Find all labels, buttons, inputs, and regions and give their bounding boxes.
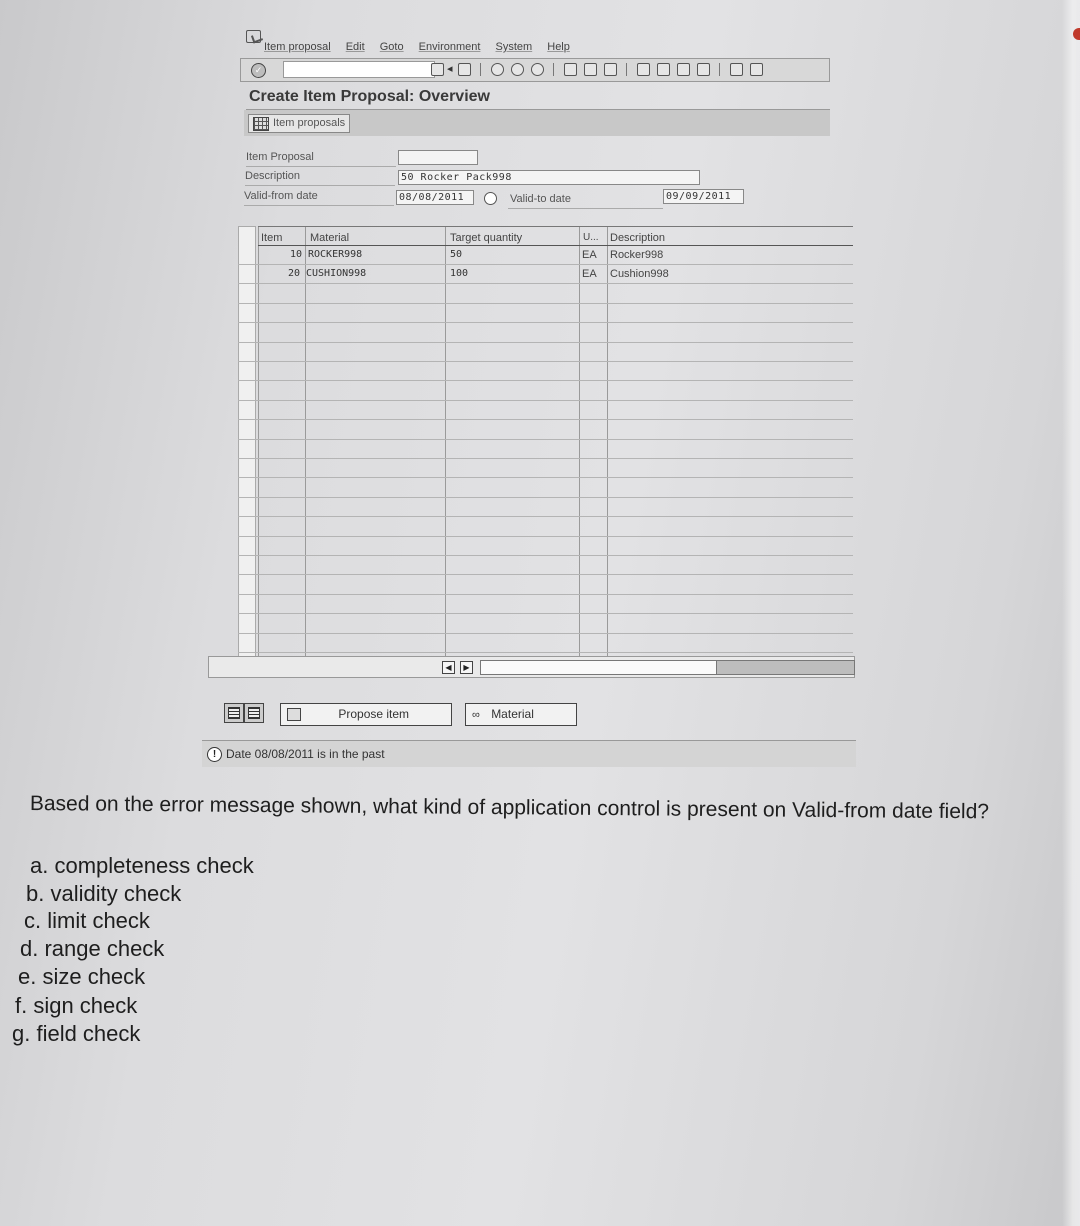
command-dropdown-icon[interactable]: [431, 63, 444, 76]
cell-item: 20: [288, 268, 301, 279]
menu-help[interactable]: Help: [547, 41, 570, 53]
option-f: f. sign check: [15, 993, 138, 1018]
red-marker: [1073, 28, 1080, 40]
option-a: a. completeness check: [30, 853, 254, 878]
cell-target-quantity: 100: [450, 268, 469, 279]
table-top-border: [258, 226, 853, 227]
cell-description: Cushion998: [610, 268, 669, 280]
status-bar: [202, 740, 856, 767]
copy-icon: [287, 708, 301, 721]
row-divider: [238, 361, 853, 362]
option-c: c. limit check: [24, 908, 150, 933]
menu-environment[interactable]: Environment: [418, 41, 481, 53]
prev-page-icon[interactable]: [657, 63, 670, 76]
items-table: [208, 226, 821, 656]
column-divider: [258, 226, 259, 656]
question-text: Based on the error message shown, what kind of application control is present on Valid-from date field?: [29, 791, 990, 824]
row-divider: [238, 283, 853, 284]
row-divider: [238, 322, 853, 323]
row-divider: [238, 477, 853, 478]
enter-icon[interactable]: ✓: [251, 63, 266, 78]
back-icon[interactable]: [491, 63, 504, 76]
row-divider: [238, 594, 853, 595]
divider: [245, 185, 395, 186]
select-all-icon[interactable]: [224, 703, 244, 723]
paper-edge: [1062, 0, 1080, 1226]
cell-material: ROCKER998: [308, 249, 363, 260]
valid-to-field[interactable]: 09/09/2011: [663, 189, 744, 204]
find-icon[interactable]: [584, 63, 597, 76]
menu-bar: [264, 41, 582, 53]
exit-icon[interactable]: [511, 63, 524, 76]
option-e: e. size check: [18, 964, 146, 989]
next-page-icon[interactable]: [677, 63, 690, 76]
deselect-all-icon[interactable]: [244, 703, 264, 723]
divider: [244, 205, 394, 206]
menu-item-proposal[interactable]: Item proposal: [264, 41, 331, 53]
column-divider: [445, 226, 446, 656]
item-proposals-button[interactable]: [248, 114, 350, 133]
window-menu-icon[interactable]: [246, 30, 261, 43]
row-divider: [238, 400, 853, 401]
option-b: b. validity check: [26, 881, 182, 906]
row-divider: [238, 574, 853, 575]
cancel-icon[interactable]: [531, 63, 544, 76]
sap-window: [212, 28, 860, 773]
row-divider: [238, 439, 853, 440]
column-header-target-quantity[interactable]: Target quantity: [450, 232, 523, 244]
column-divider: [607, 226, 608, 656]
propose-item-label: Propose item: [338, 707, 410, 721]
item-proposal-field[interactable]: [398, 150, 478, 165]
divider: [508, 208, 663, 209]
column-header-unit[interactable]: U...: [583, 232, 599, 243]
menu-goto[interactable]: Goto: [379, 41, 404, 53]
row-divider: [238, 516, 853, 517]
row-divider: [238, 419, 853, 420]
row-divider: [238, 303, 853, 304]
row-divider: [238, 555, 853, 556]
binoculars-icon: ∞: [472, 709, 480, 721]
option-d: d. range check: [20, 936, 165, 961]
valid-from-field[interactable]: 08/08/2011: [396, 190, 474, 205]
status-message[interactable]: Date 08/08/2011 is in the past: [226, 747, 385, 761]
calendar-icon[interactable]: [484, 192, 497, 205]
row-divider: [238, 652, 853, 653]
column-divider: [305, 226, 306, 656]
row-divider: [238, 342, 853, 343]
cell-unit: EA: [582, 268, 597, 280]
row-divider: [238, 497, 853, 498]
table-footer: [208, 656, 855, 678]
row-divider: [238, 633, 853, 634]
first-page-icon[interactable]: [637, 63, 650, 76]
cell-unit: EA: [582, 249, 597, 261]
new-session-icon[interactable]: [730, 63, 743, 76]
cell-material: CUSHION998: [306, 268, 367, 279]
column-header-material[interactable]: Material: [310, 232, 350, 244]
column-header-item[interactable]: Item: [261, 232, 283, 244]
row-divider: [238, 380, 853, 381]
item-proposal-label: Item Proposal: [246, 151, 314, 163]
valid-to-label: Valid-to date: [510, 193, 571, 205]
scrollbar-thumb[interactable]: [481, 661, 717, 674]
standard-toolbar: [240, 58, 830, 82]
find-next-icon[interactable]: [604, 63, 617, 76]
item-proposals-label: Item proposals: [273, 117, 346, 129]
warning-icon: !: [207, 747, 222, 762]
menu-edit[interactable]: Edit: [345, 41, 365, 53]
command-field[interactable]: [283, 61, 435, 78]
last-page-icon[interactable]: [697, 63, 710, 76]
shortcut-icon[interactable]: [750, 63, 763, 76]
valid-from-label: Valid-from date: [244, 190, 318, 202]
propose-item-button[interactable]: [280, 703, 452, 726]
header-divider: [258, 245, 853, 246]
option-g: g. field check: [12, 1021, 141, 1046]
material-button[interactable]: [465, 703, 577, 726]
description-field[interactable]: 50 Rocker Pack998: [398, 170, 700, 185]
column-divider: [579, 226, 580, 656]
application-toolbar: [244, 110, 830, 136]
table-icon: [253, 117, 269, 131]
cell-description: Rocker998: [610, 249, 664, 261]
divider: [246, 166, 396, 167]
save-icon[interactable]: [458, 63, 471, 76]
row-divider: [238, 613, 853, 614]
material-label: Material: [491, 707, 534, 721]
row-divider: [238, 264, 853, 265]
cell-item: 10: [290, 249, 303, 260]
cell-target-quantity: 50: [450, 249, 463, 260]
row-divider: [238, 536, 853, 537]
description-label: Description: [245, 170, 301, 182]
print-icon[interactable]: [564, 63, 577, 76]
page-title: Create Item Proposal: Overview: [249, 88, 490, 105]
horizontal-scrollbar[interactable]: [480, 660, 855, 675]
column-header-description[interactable]: Description: [610, 232, 666, 244]
scroll-right-icon[interactable]: ▶: [460, 661, 473, 674]
toolbar-icons: ◂: [431, 62, 766, 76]
scroll-left-icon[interactable]: ◀: [442, 661, 455, 674]
menu-system[interactable]: System: [495, 41, 533, 53]
row-divider: [238, 458, 853, 459]
